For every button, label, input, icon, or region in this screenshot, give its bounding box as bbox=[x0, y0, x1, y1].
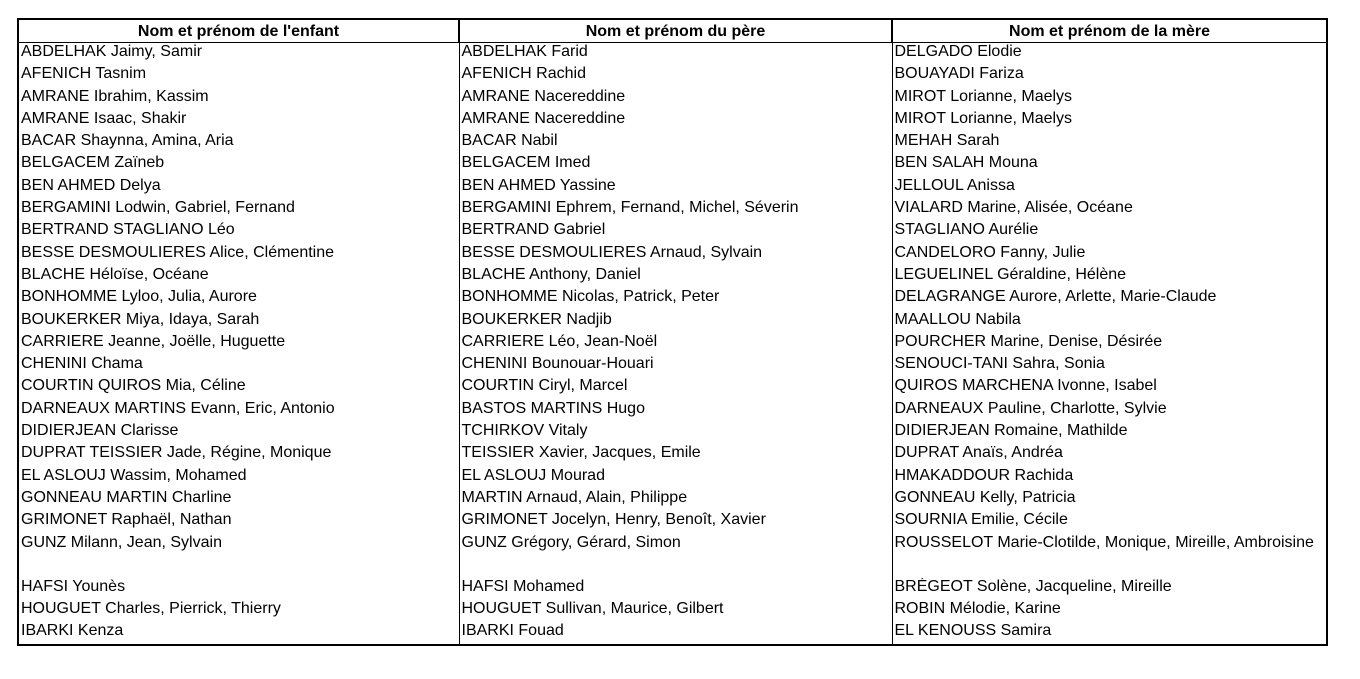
father-name-cell: BELGACEM Imed bbox=[459, 154, 892, 176]
mother-name-cell: CANDELORO Fanny, Julie bbox=[892, 244, 1327, 266]
father-name-cell: MARTIN Arnaud, Alain, Philippe bbox=[459, 489, 892, 511]
table-row bbox=[18, 600, 1327, 622]
father-name-cell: BONHOMME Nicolas, Patrick, Peter bbox=[459, 288, 892, 310]
child-name-cell: DARNEAUX MARTINS Evann, Eric, Antonio bbox=[18, 400, 459, 422]
father-name-cell: ABDELHAK Farid bbox=[459, 43, 892, 66]
mother-name-cell: BOUAYADI Fariza bbox=[892, 65, 1327, 87]
child-name-cell: IBARKI Kenza bbox=[18, 622, 459, 645]
father-name-cell: BERGAMINI Ephrem, Fernand, Michel, Séverin bbox=[459, 199, 892, 221]
father-name-cell: CARRIERE Léo, Jean-Noël bbox=[459, 333, 892, 355]
child-name-cell: BELGACEM Zaïneb bbox=[18, 154, 459, 176]
table-row bbox=[18, 244, 1327, 266]
child-name-cell: AFENICH Tasnim bbox=[18, 65, 459, 87]
child-name-cell: CARRIERE Jeanne, Joëlle, Huguette bbox=[18, 333, 459, 355]
father-name-cell: AFENICH Rachid bbox=[459, 65, 892, 87]
child-name-cell: GONNEAU MARTIN Charline bbox=[18, 489, 459, 511]
child-name-cell: BEN AHMED Delya bbox=[18, 177, 459, 199]
table-row bbox=[18, 534, 1327, 578]
table-row bbox=[18, 622, 1327, 645]
table-row bbox=[18, 199, 1327, 221]
father-name-cell: GUNZ Grégory, Gérard, Simon bbox=[459, 534, 892, 578]
child-name-cell: AMRANE Isaac, Shakir bbox=[18, 110, 459, 132]
father-name-cell: BOUKERKER Nadjib bbox=[459, 311, 892, 333]
table-row bbox=[18, 400, 1327, 422]
table-row bbox=[18, 221, 1327, 243]
mother-name-cell: GONNEAU Kelly, Patricia bbox=[892, 489, 1327, 511]
child-name-cell: EL ASLOUJ Wassim, Mohamed bbox=[18, 467, 459, 489]
table-row bbox=[18, 43, 1327, 66]
table-row bbox=[18, 377, 1327, 399]
child-name-cell: BERGAMINI Lodwin, Gabriel, Fernand bbox=[18, 199, 459, 221]
mother-name-cell: ROUSSELOT Marie-Clotilde, Monique, Mireille, Ambroisine bbox=[892, 534, 1327, 578]
table-row bbox=[18, 110, 1327, 132]
birth-registry-table bbox=[17, 18, 1328, 646]
mother-name-cell: MAALLOU Nabila bbox=[892, 311, 1327, 333]
table-row bbox=[18, 422, 1327, 444]
mother-name-cell: DUPRAT Anaïs, Andréa bbox=[892, 444, 1327, 466]
mother-name-cell: HMAKADDOUR Rachida bbox=[892, 467, 1327, 489]
mother-name-cell: SOURNIA Emilie, Cécile bbox=[892, 511, 1327, 533]
column-header-child: Nom et prénom de l'enfant bbox=[18, 19, 459, 43]
table-row bbox=[18, 489, 1327, 511]
child-name-cell: DUPRAT TEISSIER Jade, Régine, Monique bbox=[18, 444, 459, 466]
mother-name-cell: DIDIERJEAN Romaine, Mathilde bbox=[892, 422, 1327, 444]
father-name-cell: BASTOS MARTINS Hugo bbox=[459, 400, 892, 422]
mother-name-cell: MIROT Lorianne, Maelys bbox=[892, 88, 1327, 110]
father-name-cell: BERTRAND Gabriel bbox=[459, 221, 892, 243]
table-row bbox=[18, 333, 1327, 355]
child-name-cell: BOUKERKER Miya, Idaya, Sarah bbox=[18, 311, 459, 333]
child-name-cell: ABDELHAK Jaimy, Samir bbox=[18, 43, 459, 66]
column-header-father: Nom et prénom du père bbox=[459, 19, 892, 43]
child-name-cell: AMRANE Ibrahim, Kassim bbox=[18, 88, 459, 110]
child-name-cell: COURTIN QUIROS Mia, Céline bbox=[18, 377, 459, 399]
table-row bbox=[18, 154, 1327, 176]
table-row bbox=[18, 355, 1327, 377]
table-row bbox=[18, 511, 1327, 533]
table-row bbox=[18, 288, 1327, 310]
mother-name-cell: QUIROS MARCHENA Ivonne, Isabel bbox=[892, 377, 1327, 399]
father-name-cell: BACAR Nabil bbox=[459, 132, 892, 154]
table-row bbox=[18, 132, 1327, 154]
child-name-cell: HAFSI Younès bbox=[18, 578, 459, 600]
father-name-cell: IBARKI Fouad bbox=[459, 622, 892, 645]
mother-name-cell: DARNEAUX Pauline, Charlotte, Sylvie bbox=[892, 400, 1327, 422]
child-name-cell: BESSE DESMOULIERES Alice, Clémentine bbox=[18, 244, 459, 266]
mother-name-cell: POURCHER Marine, Denise, Désirée bbox=[892, 333, 1327, 355]
table-row bbox=[18, 177, 1327, 199]
mother-name-cell: LEGUELINEL Géraldine, Hélène bbox=[892, 266, 1327, 288]
child-name-cell: GRIMONET Raphaël, Nathan bbox=[18, 511, 459, 533]
father-name-cell: HOUGUET Sullivan, Maurice, Gilbert bbox=[459, 600, 892, 622]
child-name-cell: BLACHE Héloïse, Océane bbox=[18, 266, 459, 288]
table-row bbox=[18, 311, 1327, 333]
child-name-cell: HOUGUET Charles, Pierrick, Thierry bbox=[18, 600, 459, 622]
child-name-cell: GUNZ Milann, Jean, Sylvain bbox=[18, 534, 459, 578]
header-row bbox=[18, 19, 1327, 43]
child-name-cell: BONHOMME Lyloo, Julia, Aurore bbox=[18, 288, 459, 310]
mother-name-cell: EL KENOUSS Samira bbox=[892, 622, 1327, 645]
child-name-cell: DIDIERJEAN Clarisse bbox=[18, 422, 459, 444]
child-name-cell: BERTRAND STAGLIANO Léo bbox=[18, 221, 459, 243]
table-row bbox=[18, 467, 1327, 489]
father-name-cell: BLACHE Anthony, Daniel bbox=[459, 266, 892, 288]
father-name-cell: TCHIRKOV Vitaly bbox=[459, 422, 892, 444]
father-name-cell: AMRANE Nacereddine bbox=[459, 88, 892, 110]
mother-name-cell: SENOUCI-TANI Sahra, Sonia bbox=[892, 355, 1327, 377]
mother-name-cell: ROBIN Mélodie, Karine bbox=[892, 600, 1327, 622]
mother-name-cell: JELLOUL Anissa bbox=[892, 177, 1327, 199]
mother-name-cell: DELGADO Elodie bbox=[892, 43, 1327, 66]
mother-name-cell: BRÉGEOT Solène, Jacqueline, Mireille bbox=[892, 578, 1327, 600]
table-row bbox=[18, 444, 1327, 466]
father-name-cell: COURTIN Ciryl, Marcel bbox=[459, 377, 892, 399]
child-name-cell: BACAR Shaynna, Amina, Aria bbox=[18, 132, 459, 154]
mother-name-cell: STAGLIANO Aurélie bbox=[892, 221, 1327, 243]
father-name-cell: EL ASLOUJ Mourad bbox=[459, 467, 892, 489]
father-name-cell: CHENINI Bounouar-Houari bbox=[459, 355, 892, 377]
mother-name-cell: MEHAH Sarah bbox=[892, 132, 1327, 154]
father-name-cell: BESSE DESMOULIERES Arnaud, Sylvain bbox=[459, 244, 892, 266]
mother-name-cell: BEN SALAH Mouna bbox=[892, 154, 1327, 176]
father-name-cell: HAFSI Mohamed bbox=[459, 578, 892, 600]
father-name-cell: GRIMONET Jocelyn, Henry, Benoît, Xavier bbox=[459, 511, 892, 533]
father-name-cell: AMRANE Nacereddine bbox=[459, 110, 892, 132]
father-name-cell: TEISSIER Xavier, Jacques, Emile bbox=[459, 444, 892, 466]
table-row bbox=[18, 65, 1327, 87]
column-header-mother: Nom et prénom de la mère bbox=[892, 19, 1327, 43]
father-name-cell: BEN AHMED Yassine bbox=[459, 177, 892, 199]
mother-name-cell: MIROT Lorianne, Maelys bbox=[892, 110, 1327, 132]
table-row bbox=[18, 266, 1327, 288]
mother-name-cell: VIALARD Marine, Alisée, Océane bbox=[892, 199, 1327, 221]
table-row bbox=[18, 578, 1327, 600]
table-row bbox=[18, 88, 1327, 110]
child-name-cell: CHENINI Chama bbox=[18, 355, 459, 377]
mother-name-cell: DELAGRANGE Aurore, Arlette, Marie-Claude bbox=[892, 288, 1327, 310]
